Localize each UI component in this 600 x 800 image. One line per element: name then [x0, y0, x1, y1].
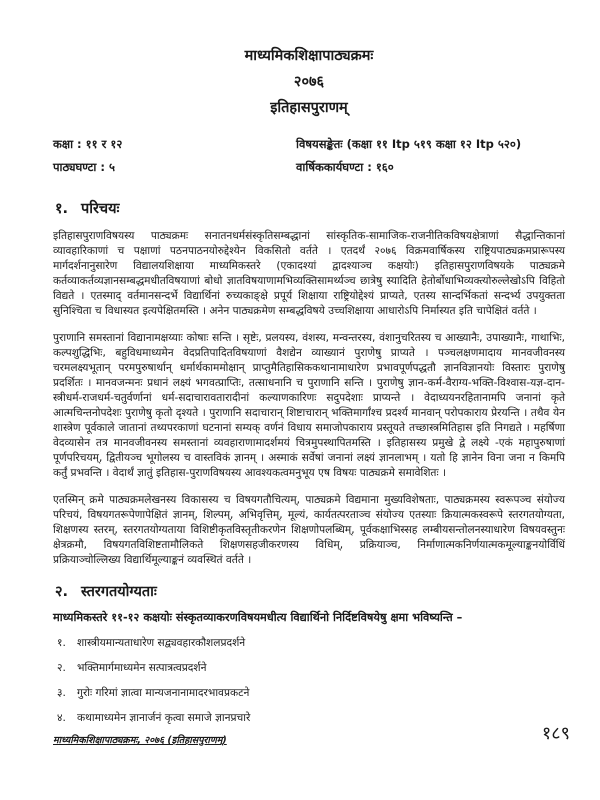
section-2-heading [55, 581, 565, 601]
competency-item-1-text: शास्त्रीयमान्यताधारेण सद्व्यवहारकौशलप्रदर्शने [77, 637, 246, 649]
teaching-hours-label: पाठ्यघण्टा : ५ [53, 160, 115, 174]
competency-item-2-number: २. [57, 662, 66, 674]
annual-hours-label: वार्षिककार्यघण्टा : १६० [296, 160, 394, 174]
section-2-title: स्तरगतयोग्यताः [81, 584, 157, 600]
competency-item-4-number: ४. [57, 712, 66, 724]
competency-item-4-text: कथामाध्यमेन ज्ञानार्जनं कृत्वा समाजे ज्ञानप्रचारे [77, 712, 251, 724]
competency-item-2 [57, 661, 565, 675]
document-title-block [53, 48, 565, 117]
course-info-row-1 [53, 137, 565, 151]
competency-item-1-number: १. [57, 637, 66, 649]
competency-item-2-text: भक्तिमार्गमाध्यमेन सत्पात्रत्वप्रदर्शने [77, 662, 207, 674]
subject-code-label: विषयसङ्केतः (कक्षा ११ Itp ५१९ कक्षा १२ Itp ५२०) [296, 137, 522, 151]
course-info-row-2 [53, 160, 565, 174]
doc-title-subject: इतिहासपुराणम् [270, 100, 348, 116]
page-footer [53, 724, 570, 746]
competency-item-3-number: ३. [57, 687, 66, 699]
section-1-title: परिचयः [81, 201, 120, 217]
intro-paragraph-1: इतिहासपुराणविषयस्य पाठ्यक्रमः सनातनधर्मसंस्कृतिसम्बद्धानां सांस्कृतिक-सामाजिक-राजनीतिकविषयक्षेत्राणां सैद्धान्तिकानां व्यावहारिकाणां च पक्षाणां पठनपाठनयोरुद्देश्येन विकसितो वर्तते । एतदर्थं २०७६ विक्रमवार्षिकस्य राष्ट्रियपाठ्यक्रमप्रारूपस्य मार्गदर्शनानुसारेण विद्यालयशिक्षाया माध्यमिकस्तरे (एकादश्यां द्वादश्याञ्च कक्षयोः) इतिहासपुराणविषयके पाठ्यक्रमे कर्तव्याकर्तव्यज्ञानसम्बद्धमधीतविषयाणां बोधो ज्ञातविषयाणामभिव्यक्तिसामर्थ्यञ्च छात्रेषु स्यादिति हेतोर्बोधाभिव्यक्त्योरुल्लेखोऽपि विहितो विद्यते । एतस्माद् वर्तमानसन्दर्भे विद्यार्थिनां रुच्यकाङ्क्षे प्रपूर्य शिक्षाया राष्ट्रियोद्देश्यं प्राप्यते, एतस्य सान्दर्भिकतां सन्दर्भ्य उपयुक्तता सुनिश्चिता च विधास्यत इत्यपेक्षितमस्ति । अनेन पाठ्यक्रमेण सम्बद्धविषये उच्चशिक्षाया आधारोऽपि निर्मास्यत इति चापेक्षितं वर्तते । [53, 230, 565, 317]
level-competency-intro: माध्यमिकस्तरे ११-१२ कक्षयोः संस्कृतव्याकरणविषयमधीत्य विद्यार्थिनो निर्दिष्टविषयेषु क्षमा भविष्यन्ति – [53, 611, 463, 624]
course-info-block [53, 137, 565, 174]
doc-title-curriculum: माध्यमिकशिक्षापाठ्यक्रमः [244, 48, 374, 64]
competency-item-3 [57, 686, 565, 700]
intro-paragraph-3: एतस्मिन् क्रमे पाठ्यक्रमलेखनस्य विकासस्य च विषयगतौचित्यम्, पाठ्यक्रमे विद्यमाना मुख्यविशेषताः, पाठ्यक्रमस्य स्वरूपञ्च संयोज्य परिचयं, विषयगतरूपेणापेक्षितं ज्ञानम्, शिल्पम्, अभिवृत्तिम्, मूल्यं, कार्यतत्परताञ्च संयोज्य एतस्याः क्रियात्मकस्वरूपे स्तरगतयोग्यता, शिक्षणस्य स्तरम्, स्तरगतयोग्यताया विशिष्टीकृतविस्तृतीकरणेन शिक्षणोपलब्धिम्, पूर्वकक्षाभिस्सह लम्बीयसन्तोलनस्याधारेण विषयवस्तुनः क्षेत्रक्रमौ, विषयगतविशिष्टतामौलिकते शिक्षणसहजीकरणस्य विधिम्, प्रक्रियाञ्च, निर्माणात्मकनिर्णयात्मकमूल्याङ्कनयोर्विधिं प्रक्रियाञ्चोल्लिख्य विद्यार्थिमूल्याङ्कनं व्यवस्थितं वर्तते । [53, 494, 565, 566]
section-1-heading [55, 198, 565, 218]
competency-item-1 [57, 636, 565, 650]
section-1-number: १. [55, 201, 69, 217]
section-2-number: २. [55, 584, 69, 600]
competency-item-4 [57, 711, 565, 725]
competency-list [53, 636, 565, 725]
doc-title-year: २०७६ [293, 74, 325, 90]
intro-paragraph-2: पुराणानि समस्तानां विद्यानामक्षय्याः कोषाः सन्ति । सृष्टेः, प्रलयस्य, वंशस्य, मन्वन्तरस्य, वंशानुचरितस्य च आख्यानैः, उपाख्यानैः, गाथाभिः, कल्पशुद्धिभिः, बहुविधमाध्यमेन वेदप्रतिपादितविषयाणां वैशद्येन व्याख्यानं पुराणेषु प्राप्यते । पञ्चलक्षणमादाय मानवजीवनस्य चरमलक्ष्यभूतान् परमपुरुषार्थान् धर्मार्थकाममोक्षान् प्राप्तुमैतिहासिककथानामाधारेण प्रभावपूर्णपद्धतौ ज्ञानविज्ञानयोः विस्तारः पुराणेषु प्रदर्शितः । मानवजन्मनः प्रधानं लक्ष्यं भगवत्प्राप्तिः, तत्साधनानि च पुराणानि सन्ति । पुराणेषु ज्ञान-कर्म-वैराग्य-भक्ति-विश्वास-यज्ञ-दान-स्त्रीधर्म-राजधर्म-चतुर्वर्णानां धर्म-सदाचारावतारादीनां कल्याणकारिणः सदुपदेशाः प्राप्यन्ते । वेदाध्ययनरहितानामपि जनानां कृते आत्मचिन्तनोपदेशः पुराणेषु कृतो दृश्यते । पुराणानि सदाचारान् शिष्टाचारान् भक्तिमार्गांश्च प्रदर्श्य मानवान् परोपकाराय प्रेरयन्ति । तथैव येन शास्त्रेण पूर्वकाले जातानां तथ्यपरकाणां घटनानां सम्यक् वर्णनं विधाय समाजोपकाराय प्रस्तूयते तच्छास्त्रमितिहास इति निगद्यते । महर्षिणा वेदव्यासेन तत्र मानवजीवनस्य समस्तानां व्यवहाराणामादर्शमयं चित्रमुपस्थापितमस्ति । इतिहासस्य प्रमुखे द्वे लक्ष्ये -एकं महापुरुषाणां पूर्णपरिचयम्, द्वितीयञ्च भूगोलस्य च वास्तविकं ज्ञानम् । अस्माकं सर्वेषां जनानां लक्ष्यं ज्ञानलाभम् । यतो हि ज्ञानेन विना जना न किमपि कर्तुं प्रभवन्ति । वेदार्थं ज्ञातुं इतिहास-पुराणविषयस्य आवश्यकत्वमनुभूय एष विषयः पाठ्यक्रमे समावेशितः । [53, 332, 565, 479]
footer-page-number: १८९ [541, 723, 570, 744]
competency-item-3-text: गुरोः गरिमां ज्ञात्वा मान्यजनानामादरभावप्रकटने [77, 687, 250, 699]
class-label: कक्षा : ११ र १२ [53, 137, 123, 151]
footer-document-reference: माध्यमिकशिक्षापाठ्यक्रमः, २०७६ (इतिहासपुराणम्) [53, 735, 227, 746]
